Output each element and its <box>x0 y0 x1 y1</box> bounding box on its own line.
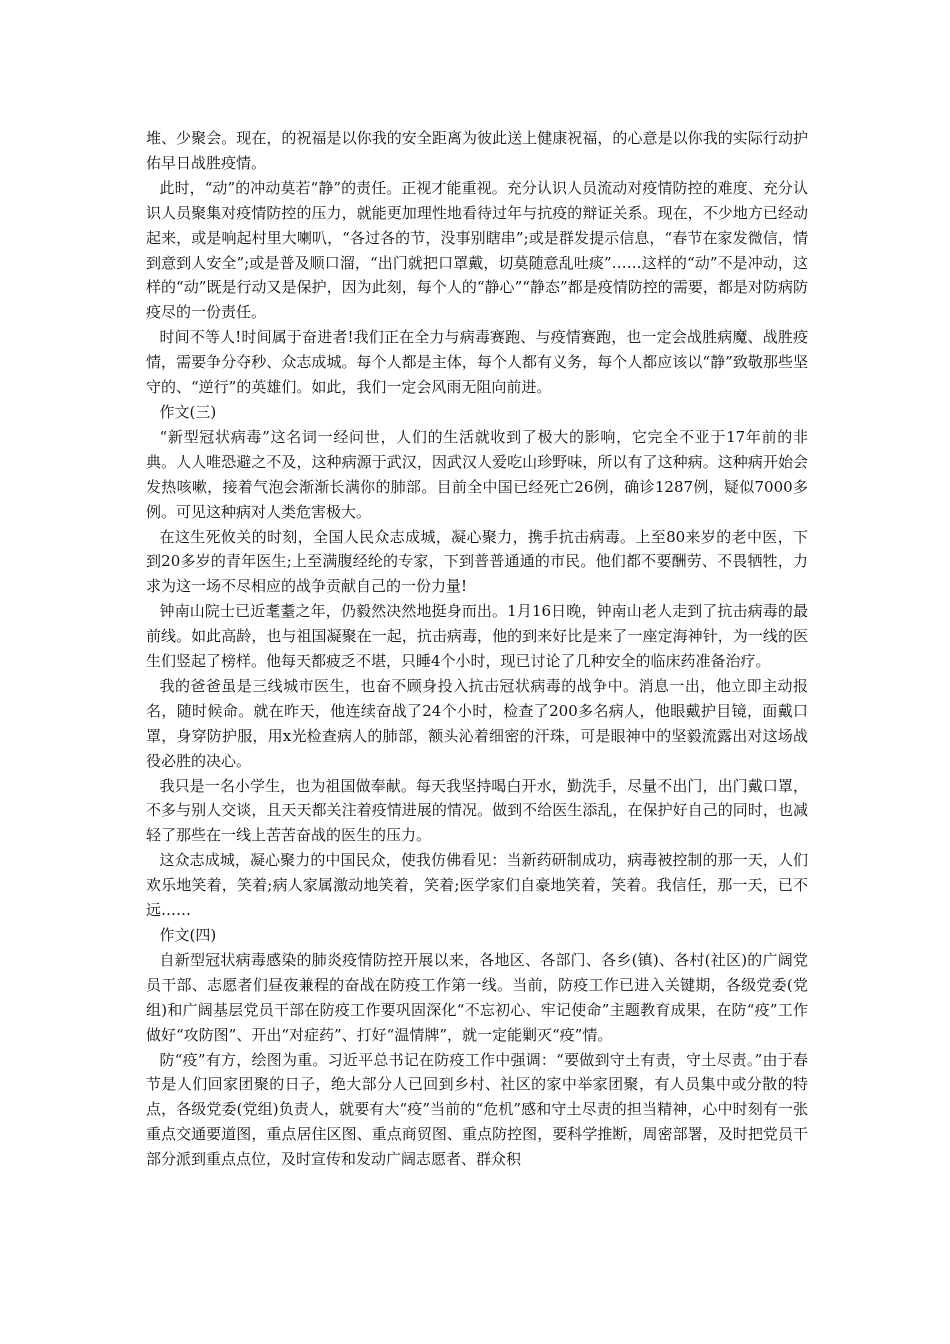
paragraph: 在这生死攸关的时刻，全国人民众志成城，凝心聚力，携手抗击病毒。上至80来岁的老中医，下到20多岁的青年医生;上至满腹经纶的专家，下到普普通通的市民。他们都不要酬劳、不畏牺牲，力求为这一场不尽相应的战争贡献自己的一份力量! <box>146 527 808 596</box>
section-heading: 作文(三) <box>159 402 217 421</box>
paragraph: 这众志成城，凝心聚力的中国民众，使我仿佛看见：当新药研制成功，病毒被控制的那一天，人们欢乐地笑着，笑着;病人家属激动地笑着，笑着;医学家们自豪地笑着，笑着。我信任，那一天，已不远…… <box>146 851 808 920</box>
paragraph: 自新型冠状病毒感染的肺炎疫情防控开展以来，各地区、各部门、各乡(镇)、各村(社区)的广阔党员干部、志愿者们昼夜兼程的奋战在防疫工作第一线。当前，防疫工作已进入关键期，各级党委(党组)和广阔基层党员干部在防疫工作要巩固深化“不忘初心、牢记使命”主题教育成果，在防“疫”工作做好“攻防图”、开出“对症药”、打好“温情牌”，就一定能剿灭“疫”情。 <box>146 950 808 1044</box>
section-heading: 作文(四) <box>159 926 217 944</box>
paragraph: 防“疫”有方，绘图为重。习近平总书记在防疫工作中强调：“要做到守土有责，守土尽责。”由于春节是人们回家团聚的日子，绝大部分人已回到乡村、社区的家中举家团聚，有人员集中或分散的特点，各级党委(党组)负责人，就要有大“疫”当前的“危机”感和守土尽责的担当精神，心中时刻有一张重点交通要道图，重点居住区图、重点商贸图、重点防控图，要科学推断，周密部署，及时把党员干部分派到重点点位，及时宣传和发动广阔志愿者、群众积 <box>146 1050 808 1169</box>
paragraph: 我只是一名小学生，也为祖国做奉献。每天我坚持喝白开水，勤洗手，尽量不出门，出门戴口罩，不多与别人交谈，且天天都关注着疫情进展的情况。做到不给医生添乱，在保护好自己的同时，也减轻了那些在一线上苦苦奋战的医生的压力。 <box>146 776 808 845</box>
paragraph: 我的爸爸虽是三线城市医生，也奋不顾身投入抗击冠状病毒的战争中。消息一出，他立即主动报名，随时候命。就在昨天，他连续奋战了24个小时，检查了200多名病人，他眼戴护目镜，面戴口罩，身穿防护服，用x光检查病人的肺部，额头沁着细密的汗珠，可是眼神中的坚毅流露出对这场战役必胜的决心。 <box>146 676 808 770</box>
paragraph: 堆、少聚会。现在，的祝福是以你我的安全距离为彼此送上健康祝福，的心意是以你我的实际行动护佑早日战胜疫情。 <box>146 129 808 172</box>
paragraph: “新型冠状病毒”这名词一经问世，人们的生活就收到了极大的影响，它完全不亚于17年前的非典。人人唯恐避之不及，这种病源于武汉，因武汉人爱吃山珍野味，所以有了这种病。这种病开始会发热咳嗽，接着气泡会渐渐长满你的肺部。目前全中国已经死亡26例，确诊1287例，疑似7000多例。可见这种病对人类危害极大。 <box>146 427 808 521</box>
paragraph: 钟南山院士已近耄耋之年，仍毅然决然地挺身而出。1月16日晚，钟南山老人走到了抗击病毒的最前线。如此高龄，也与祖国凝聚在一起，抗击病毒，他的到来好比是来了一座定海神针，为一线的医生们竖起了榜样。他每天都疲乏不堪，只睡4个小时，现已讨论了几种安全的临床药准备治疗。 <box>146 602 808 671</box>
paragraph: 时间不等人!时间属于奋进者!我们正在全力与病毒赛跑、与疫情赛跑，也一定会战胜病魔、战胜疫情，需要争分夺秒、众志成城。每个人都是主体，每个人都有义务，每个人都应该以“静”致敬那些坚守的、“逆行”的英雄们。如此，我们一定会风雨无阻向前进。 <box>146 328 808 397</box>
document-body <box>146 126 808 1172</box>
paragraph: 此时，“动”的冲动莫若“静”的责任。正视才能重视。充分认识人员流动对疫情防控的难度、充分认识人员聚集对疫情防控的压力，就能更加理性地看待过年与抗疫的辩证关系。现在，不少地方已经动起来，或是响起村里大喇叭，“各过各的节，没事别瞎串”;或是群发提示信息，“春节在家发微信，情到意到人安全”;或是普及顺口溜，“出门就把口罩戴，切莫随意乱吐痰”……这样的“动”不是冲动，这样的“动”既是行动又是保护，因为此刻，每个人的“静心”“静态”都是疫情防控的需要，都是对防病防疫尽的一份责任。 <box>146 178 808 322</box>
